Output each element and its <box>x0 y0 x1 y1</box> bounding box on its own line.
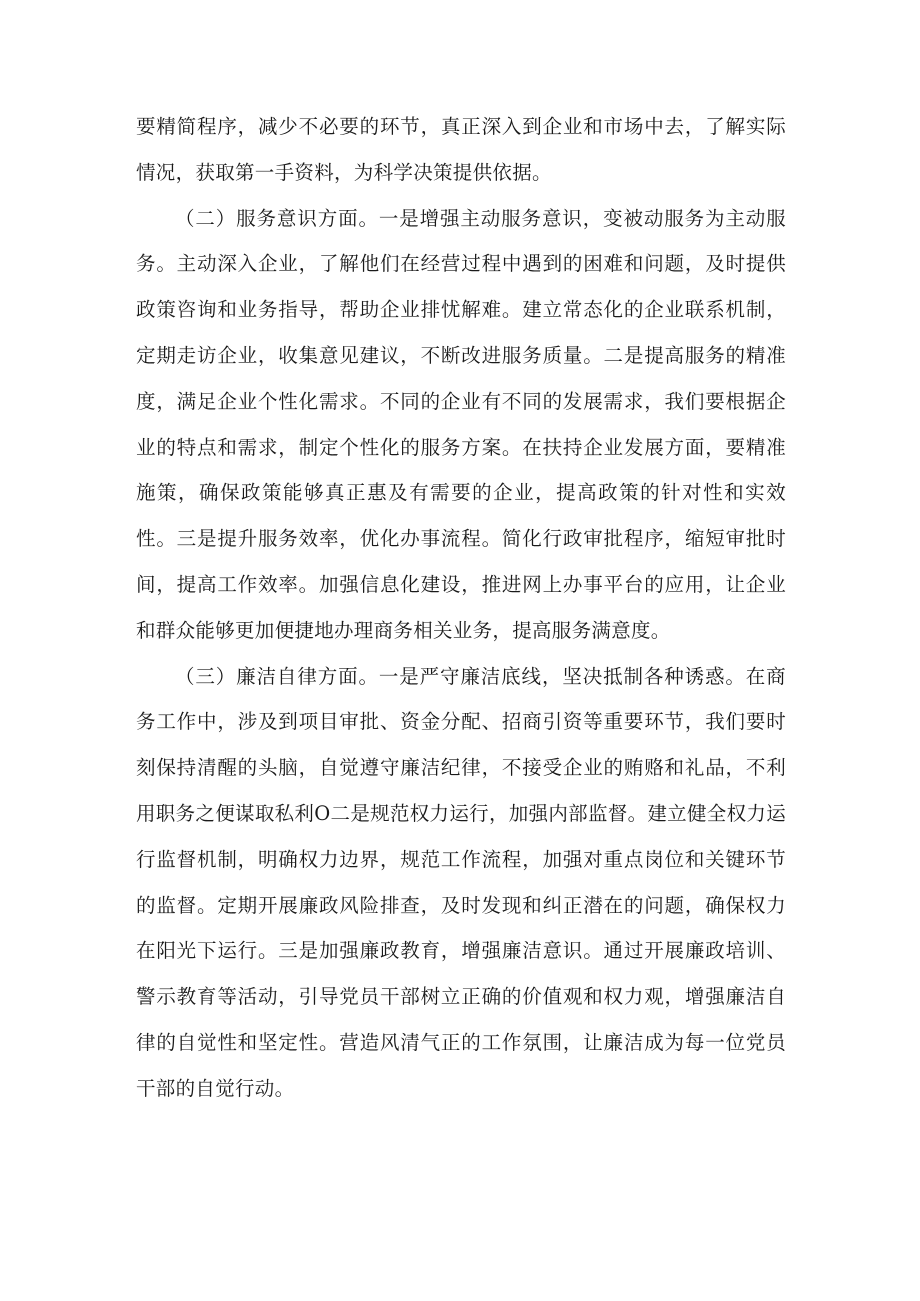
paragraph-service-awareness: （二）服务意识方面。一是增强主动服务意识，变被动服务为主动服务。主动深入企业，了解他们在经营过程中遇到的困难和问题，及时提供政策咨询和业务指导，帮助企业排忧解难。建立常态化的企业联系机制，定期走访企业，收集意见建议，不断改进服务质量。二是提高服务的精准度，满足企业个性化需求。不同的企业有不同的发展需求，我们要根据企业的特点和需求，制定个性化的服务方案。在扶持企业发展方面，要精准施策，确保政策能够真正惠及有需要的企业，提高政策的针对性和实效性。三是提升服务效率，优化办事流程。简化行政审批程序，缩短审批时间，提高工作效率。加强信息化建设，推进网上办事平台的应用，让企业和群众能够更加便捷地办理商务相关业务，提高服务满意度。 <box>136 206 786 642</box>
document-body <box>136 104 786 1112</box>
paragraph-integrity-self-discipline: （三）廉洁自律方面。一是严守廉洁底线，坚决抵制各种诱惑。在商务工作中，涉及到项目审批、资金分配、招商引资等重要环节，我们要时刻保持清醒的头脑，自觉遵守廉洁纪律，不接受企业的贿赂和礼品，不利用职务之便谋取私利O二是规范权力运行，加强内部监督。建立健全权力运行监督机制，明确权力边界，规范工作流程，加强对重点岗位和关键环节的监督。定期开展廉政风险排查，及时发现和纠正潜在的问题，确保权力在阳光下运行。三是加强廉政教育，增强廉洁意识。通过开展廉政培训、警示教育等活动，引导党员干部树立正确的价值观和权力观，增强廉洁自律的自觉性和坚定性。营造风清气正的工作氛围，让廉洁成为每一位党员干部的自觉行动。 <box>136 664 786 1100</box>
paragraph-continuation: 要精简程序，减少不必要的环节，真正深入到企业和市场中去，了解实际情况，获取第一手资料，为科学决策提供依据。 <box>136 115 786 184</box>
